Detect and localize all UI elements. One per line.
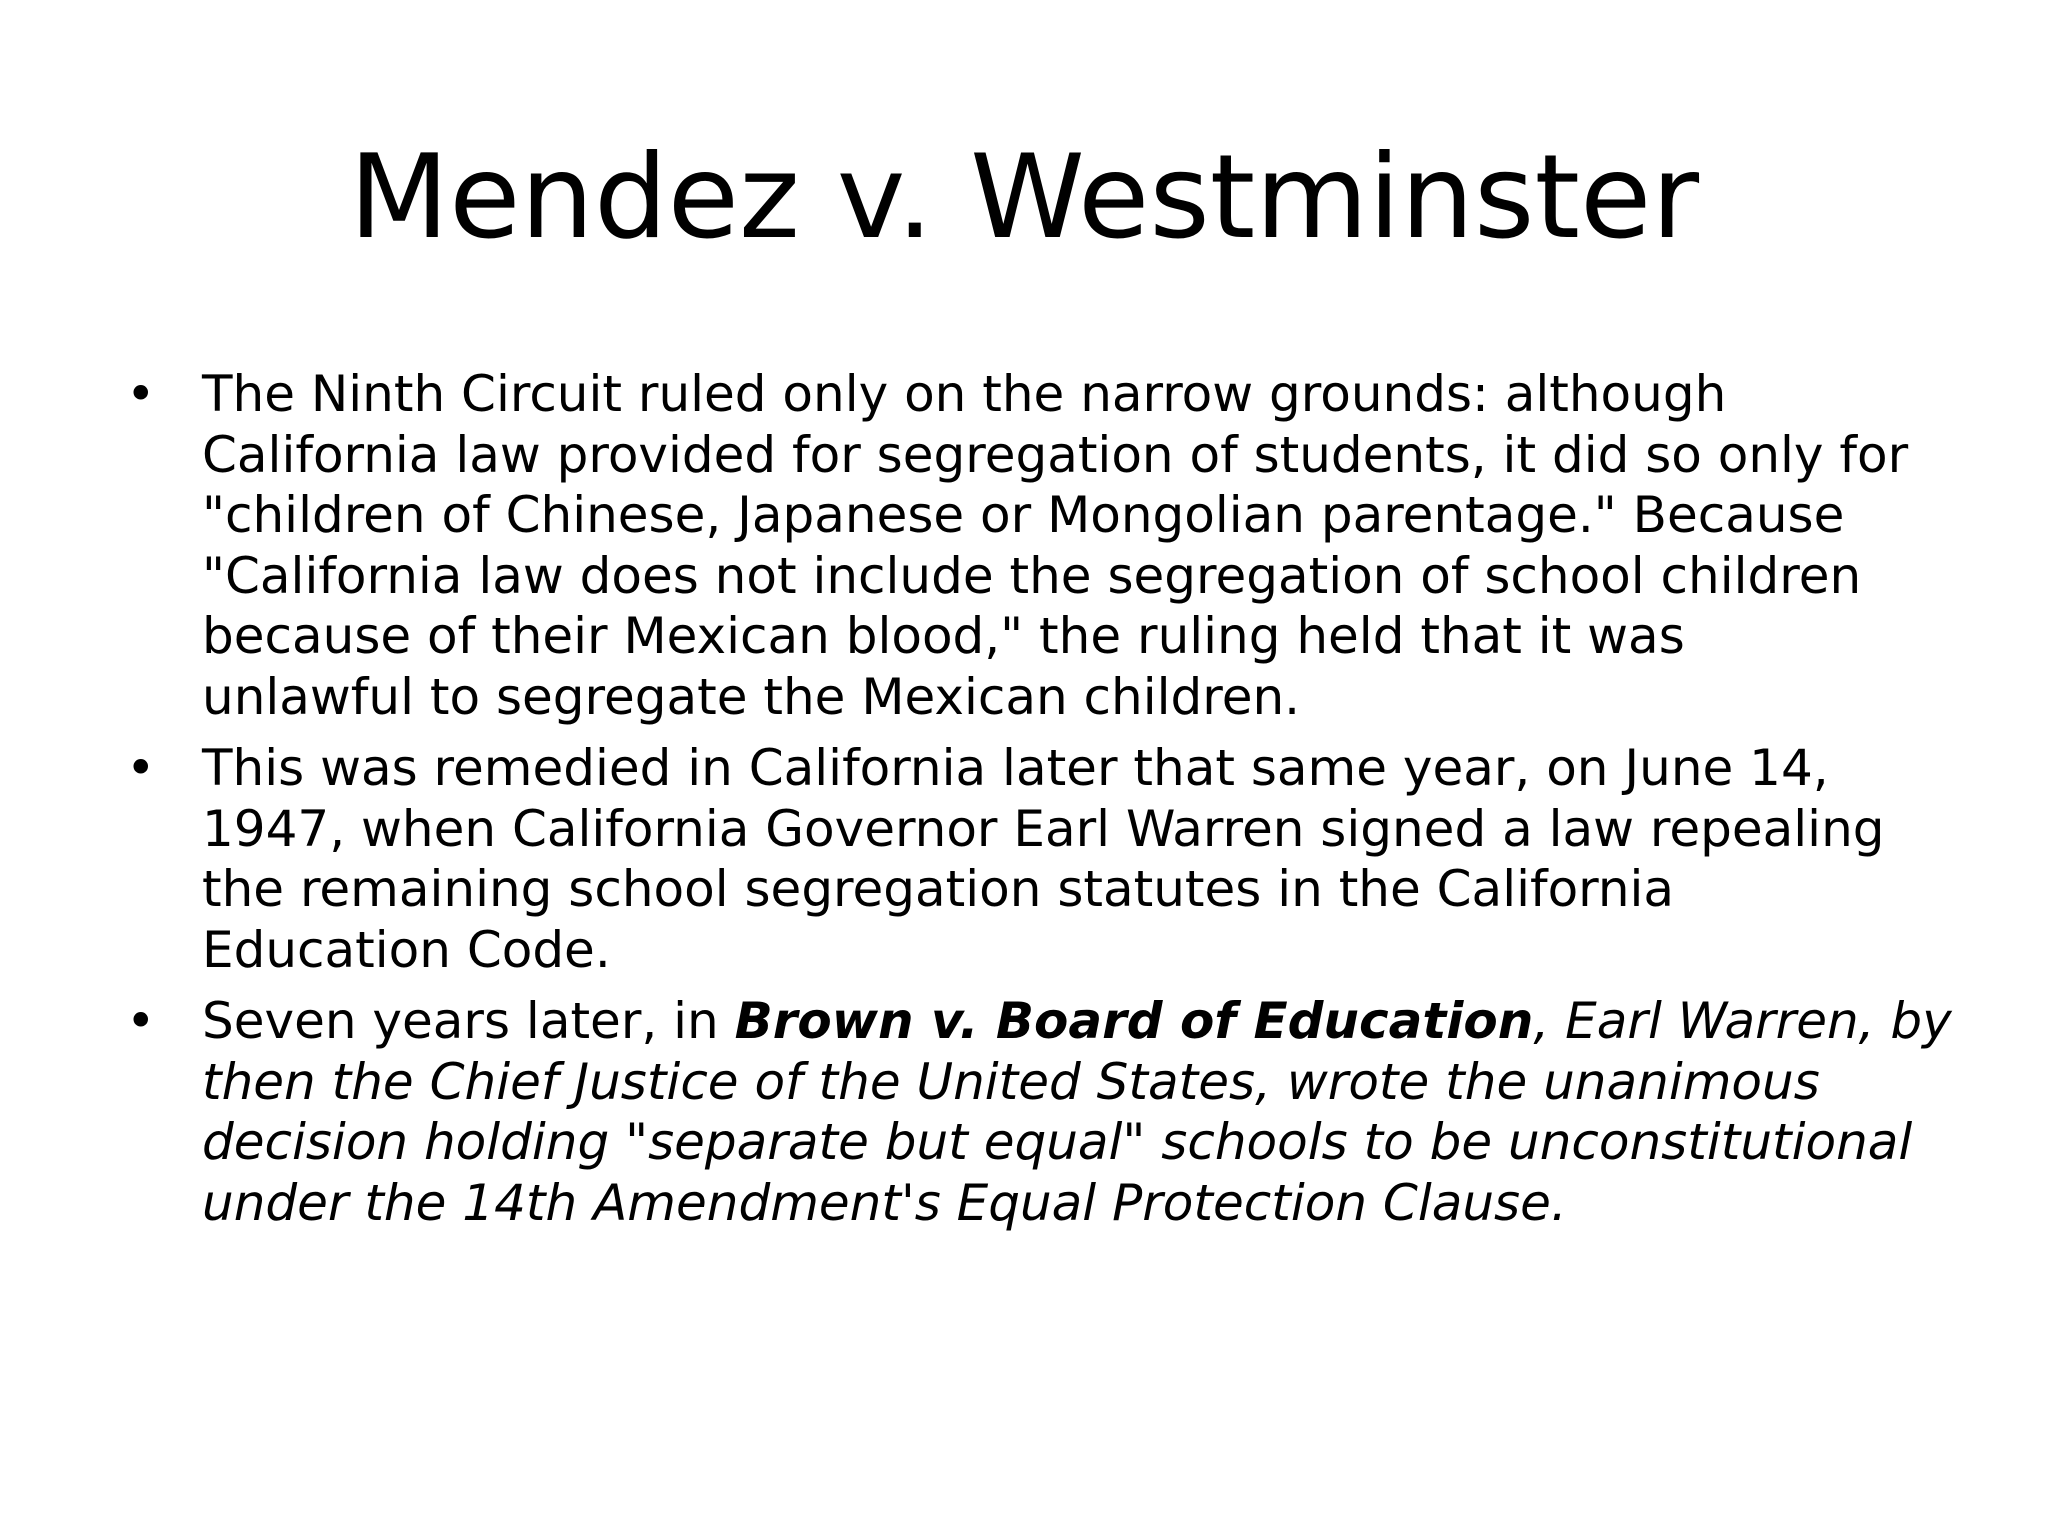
bullet-icon: • bbox=[126, 739, 156, 797]
bullet-text-line: 1947, when California Governor Earl Warren signed a law repealing bbox=[202, 799, 1885, 858]
bullet-text-line: "California law does not include the segregation of school children bbox=[202, 546, 1862, 605]
bullet-text-line: unlawful to segregate the Mexican children. bbox=[202, 667, 1301, 726]
bullet-text-line: California law provided for segregation of students, it did so only for bbox=[202, 425, 1909, 484]
bullet-text-line: decision holding "separate but equal" schools to be unconstitutional bbox=[202, 1113, 1913, 1171]
bullet-item-ninth-circuit bbox=[120, 364, 1960, 727]
bullet-text-line: then the Chief Justice of the United States, wrote the unanimous bbox=[202, 1052, 1820, 1111]
bullet-text-italic: , Earl Warren, by bbox=[1533, 992, 1952, 1050]
bullet-icon: • bbox=[126, 992, 156, 1050]
bullet-item-brown-v-board bbox=[120, 991, 1960, 1233]
bullet-text-plain: Seven years later, in bbox=[202, 992, 735, 1050]
bullet-text-line: This was remedied in California later that same year, on June 14, bbox=[202, 739, 1829, 797]
bullet-list bbox=[120, 364, 1960, 1244]
bullet-item-california-remedy bbox=[120, 738, 1960, 980]
bullet-text-line: under the 14th Amendment's Equal Protection Clause. bbox=[202, 1173, 1567, 1232]
bullet-text-line: "children of Chinese, Japanese or Mongolian parentage." Because bbox=[202, 486, 1845, 544]
case-name-brown-v-board: Brown v. Board of Education bbox=[734, 992, 1534, 1050]
slide-title: Mendez v. Westminster bbox=[348, 130, 1700, 265]
bullet-text-line: Education Code. bbox=[202, 920, 611, 979]
bullet-text-line: because of their Mexican blood," the ruling held that it was bbox=[202, 607, 1685, 665]
bullet-text-line: The Ninth Circuit ruled only on the narrow grounds: although bbox=[202, 365, 1727, 423]
bullet-text-line bbox=[202, 991, 1960, 1052]
bullet-text-line: the remaining school segregation statutes in the California bbox=[202, 860, 1675, 918]
bullet-icon: • bbox=[126, 365, 156, 423]
